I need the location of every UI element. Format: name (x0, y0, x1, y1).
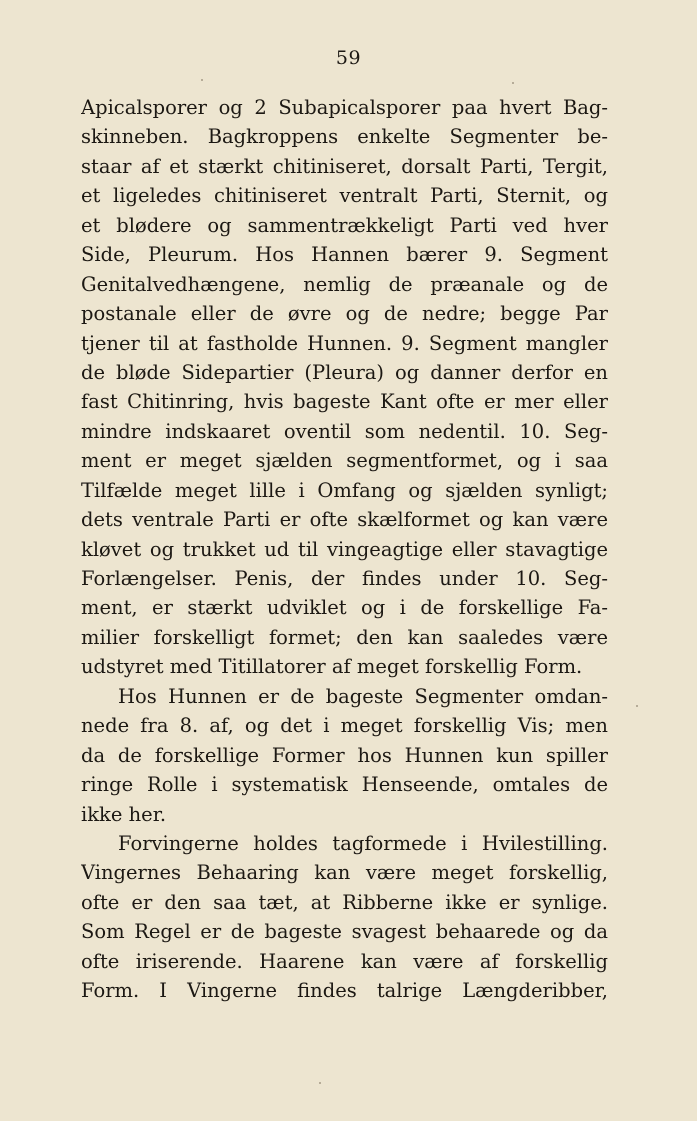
text-line: Form. I Vingerne findes talrige Længderibber, (81, 979, 608, 1003)
paper-speck (636, 705, 638, 707)
text-line: postanale eller de øvre og de nedre; begge Par (81, 302, 608, 326)
text-line: et blødere og sammentrækkeligt Parti ved hver (81, 213, 608, 237)
text-line: Forvingerne holdes tagformede i Hvilestilling. (118, 831, 608, 855)
text-line: Genitalvedhængene, nemlig de præanale og de (81, 272, 608, 296)
text-line: udstyret med Titillatorer af meget forskellig Form. (81, 655, 583, 679)
text-line: Som Regel er de bageste svagest behaarede og da (81, 920, 608, 944)
text-line: Forlængelser. Penis, der findes under 10. Seg- (81, 567, 608, 590)
text-line: kløvet og trukket ud til vingeagtige eller stavagtige (81, 537, 608, 561)
text-line: Vingernes Behaaring kan være meget forskellig, (81, 861, 608, 885)
text-line: ofte er den saa tæt, at Ribberne ikke er synlige. (81, 890, 608, 914)
text-line: et ligeledes chitiniseret ventralt Parti, Sternit, og (81, 184, 608, 208)
text-line: dets ventrale Parti er ofte skælformet og kan være (81, 508, 608, 532)
text-line: Hos Hunnen er de bageste Segmenter omdan- (118, 684, 608, 708)
text-line: milier forskelligt formet; den kan saaledes være (81, 625, 608, 649)
text-line: ment, er stærkt udviklet og i de forskellige Fa- (81, 596, 608, 620)
text-line: tjener til at fastholde Hunnen. 9. Segment mangler (81, 331, 608, 355)
text-line: fast Chitinring, hvis bageste Kant ofte er mer eller (81, 390, 608, 414)
text-line: Tilfælde meget lille i Omfang og sjælden synligt; (81, 478, 608, 502)
text-line: ofte iriserende. Haarene kan være af forskellig (81, 949, 608, 973)
text-line: da de forskellige Former hos Hunnen kun spiller (81, 743, 608, 767)
text-line: ringe Rolle i systematisk Henseende, omtales de (81, 773, 608, 797)
body-text (81, 93, 608, 1006)
page-number: 59 (335, 47, 362, 69)
text-line: skinneben. Bagkroppens enkelte Segmenter be- (81, 125, 608, 149)
paper-speck (319, 1082, 321, 1084)
text-line: ikke her. (81, 802, 167, 826)
text-line: ment er meget sjælden segmentformet, og i saa (81, 449, 608, 473)
text-line: staar af et stærkt chitiniseret, dorsalt Parti, Tergit, (81, 154, 608, 178)
text-line: mindre indskaaret oventil som nedentil. 10. Seg- (81, 419, 608, 443)
text-line: Side, Pleurum. Hos Hannen bærer 9. Segment (81, 243, 608, 267)
text-line: Apicalsporer og 2 Subapicalsporer paa hvert Bag- (81, 96, 608, 119)
paper-speck (512, 82, 514, 84)
text-line: de bløde Sidepartier (Pleura) og danner derfor en (81, 360, 608, 384)
paper-speck (201, 79, 203, 81)
text-line: nede fra 8. af, og det i meget forskellig Vis; men (81, 714, 608, 738)
